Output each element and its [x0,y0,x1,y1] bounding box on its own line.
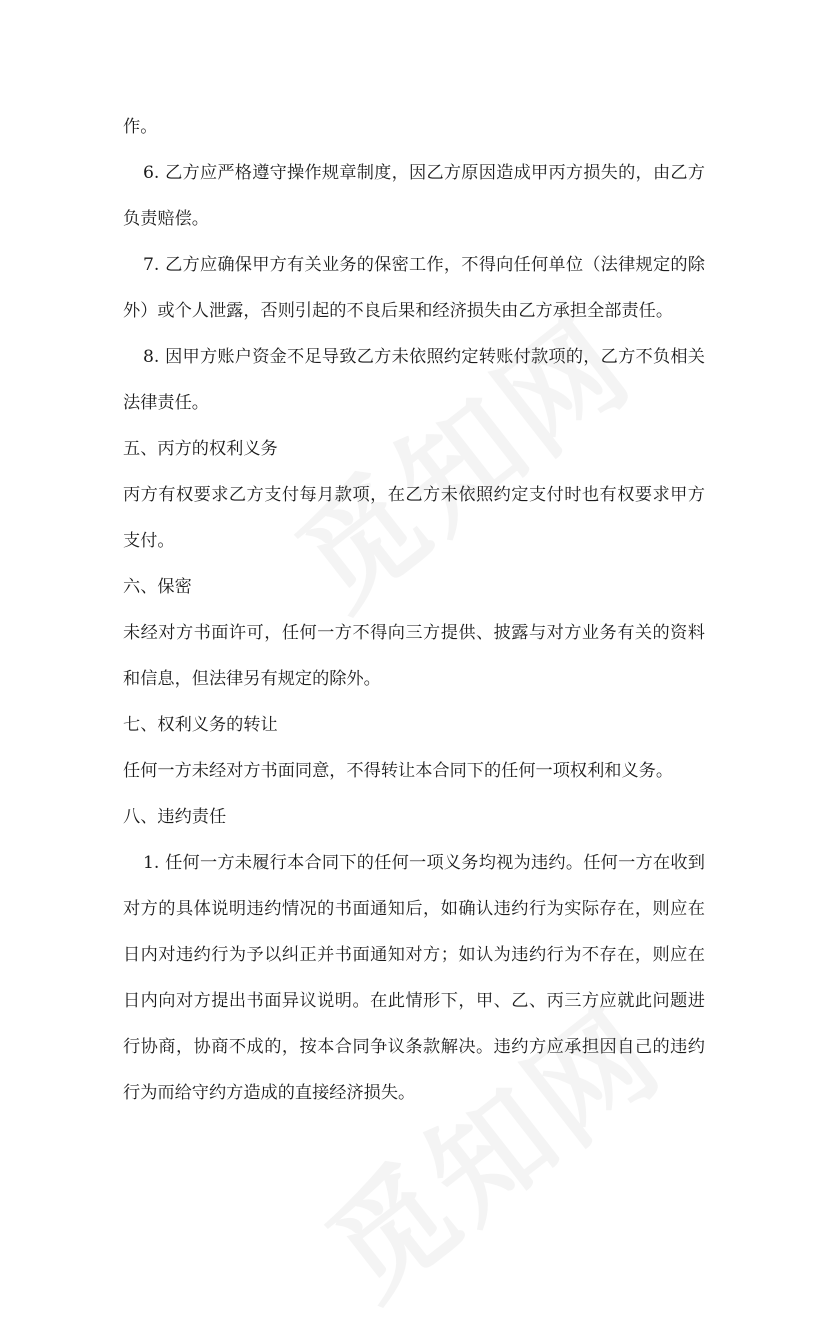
clause-item-6: 6. 乙方应严格遵守操作规章制度，因乙方原因造成甲丙方损失的，由乙方负责赔偿。 [123,163,705,229]
paragraph-continuation: 作。 [123,117,158,137]
section-heading-transfer: 七、权利义务的转让 [123,715,278,735]
document-body [123,104,705,1116]
section-heading-confidentiality: 六、保密 [123,577,192,597]
paragraph-confidentiality: 未经对方书面许可，任何一方不得向三方提供、披露与对方业务有关的资料和信息，但法律另有规定的除外。 [123,623,705,689]
paragraph-party-c-rights: 丙方有权要求乙方支付每月款项，在乙方未依照约定支付时也有权要求甲方支付。 [123,485,705,551]
clause-item-7: 7. 乙方应确保甲方有关业务的保密工作，不得向任何单位（法律规定的除外）或个人泄露，否则引起的不良后果和经济损失由乙方承担全部责任。 [123,255,705,321]
clause-item-breach-1: 1. 任何一方未履行本合同下的任何一项义务均视为违约。任何一方在收到对方的具体说明违约情况的书面通知后，如确认违约行为实际存在，则应在日内对违约行为予以纠正并书面通知对方；如认为违约行为不存在，则应在日内向对方提出书面异议说明。在此情形下，甲、乙、丙三方应就此问题进行协商，协商不成的，按本合同争议条款解决。违约方应承担因自己的违约行为而给守约方造成的直接经济损失。 [123,853,705,1103]
section-heading-party-c-rights: 五、丙方的权利义务 [123,439,278,459]
paragraph-transfer: 任何一方未经对方书面同意，不得转让本合同下的任何一项权利和义务。 [123,761,674,781]
clause-item-8: 8. 因甲方账户资金不足导致乙方未依照约定转账付款项的，乙方不负相关法律责任。 [123,347,705,413]
section-heading-breach: 八、违约责任 [123,807,227,827]
